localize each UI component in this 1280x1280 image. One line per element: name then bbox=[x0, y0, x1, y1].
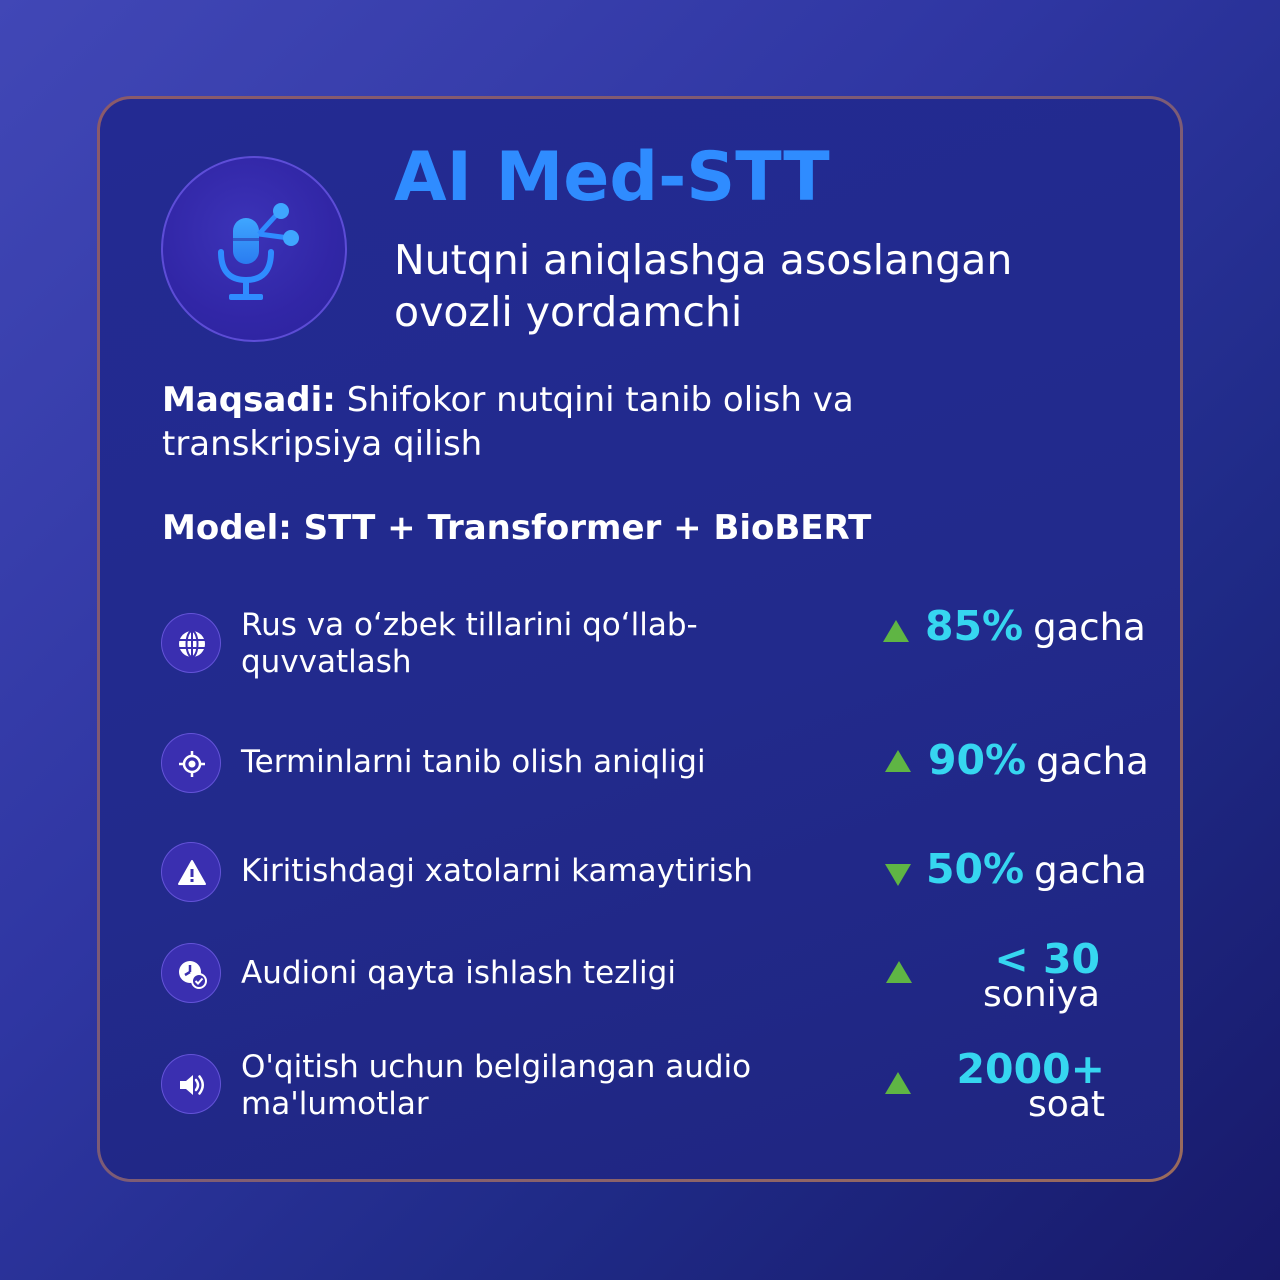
goal-label: Maqsadi: bbox=[162, 380, 336, 420]
feature-label-terminology: Terminlarni tanib olish aniqligi bbox=[241, 744, 706, 780]
model-description: Model: STT + Transformer + BioBERT bbox=[162, 508, 872, 548]
feature-metric-languages bbox=[925, 602, 1146, 650]
feature-metric-terminology bbox=[928, 736, 1149, 784]
metric-unit: gacha bbox=[1034, 849, 1147, 892]
trend-up-icon bbox=[885, 750, 911, 772]
microphone-ai-icon bbox=[161, 156, 347, 342]
app-title: AI Med-STT bbox=[394, 138, 830, 217]
metric-value: 2000+ bbox=[956, 1045, 1105, 1093]
trend-up-icon bbox=[886, 961, 912, 983]
trend-down-icon bbox=[885, 864, 911, 886]
warning-icon bbox=[161, 842, 221, 902]
metric-value: 85% bbox=[925, 602, 1024, 650]
feature-metric-training-data bbox=[956, 1045, 1105, 1125]
feature-metric-errors bbox=[926, 845, 1147, 893]
feature-label-training-data: O'qitish uchun belgilangan audio ma'lumotlar bbox=[241, 1049, 752, 1122]
target-icon bbox=[161, 733, 221, 793]
metric-unit: soniya bbox=[983, 974, 1100, 1015]
globe-icon bbox=[161, 613, 221, 673]
metric-value: 90% bbox=[928, 736, 1027, 784]
clock-check-icon bbox=[161, 943, 221, 1003]
trend-up-icon bbox=[883, 620, 909, 642]
feature-metric-speed bbox=[983, 935, 1100, 1015]
feature-label-errors: Kiritishdagi xatolarni kamaytirish bbox=[241, 853, 753, 889]
trend-up-icon bbox=[885, 1072, 911, 1094]
metric-unit: soat bbox=[1028, 1084, 1105, 1125]
speaker-icon bbox=[161, 1054, 221, 1114]
metric-value: 50% bbox=[926, 845, 1025, 893]
app-subtitle: Nutqni aniqlashga asoslangan ovozli yordamchi bbox=[394, 236, 1013, 336]
goal-section bbox=[162, 378, 942, 466]
feature-label-speed: Audioni qayta ishlash tezligi bbox=[241, 955, 676, 991]
metric-unit: gacha bbox=[1033, 606, 1146, 649]
goal-text: Shifokor nutqini tanib olish va transkripsiya qilish bbox=[162, 380, 854, 464]
feature-label-languages: Rus va o‘zbek tillarini qo‘llab-quvvatlash bbox=[241, 607, 698, 680]
metric-unit: gacha bbox=[1036, 740, 1149, 783]
metric-value: < 30 bbox=[994, 935, 1100, 983]
